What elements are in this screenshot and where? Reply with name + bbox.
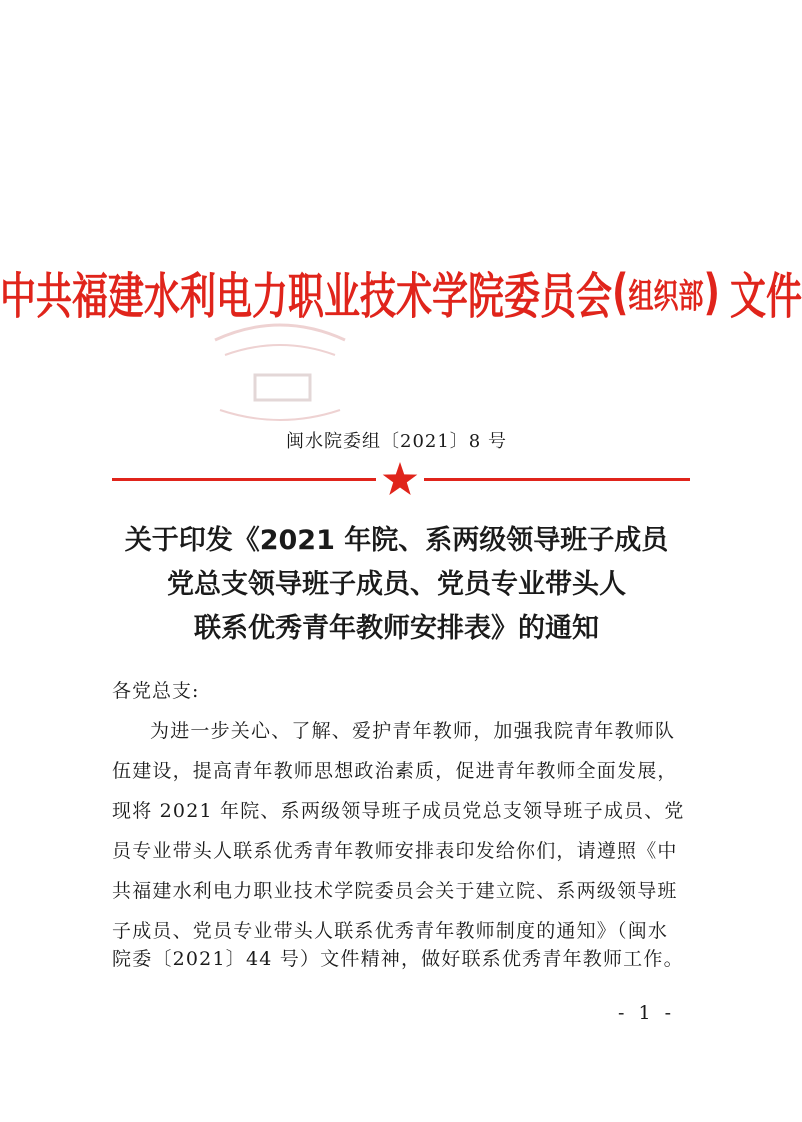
page-number: - 1 - [618, 1002, 676, 1024]
document-number: 闽水院委组〔2021〕8 号 [286, 431, 507, 452]
red-divider-right [424, 478, 690, 481]
body-line-5: 共福建水利电力职业技术学院委员会关于建立院、系两级领导班 [112, 880, 678, 902]
body-line-2: 伍建设，提高青年教师思想政治素质，促进青年教师全面发展， [112, 760, 678, 782]
body-line-4: 员专业带头人联系优秀青年教师安排表印发给你们，请遵照《中 [112, 840, 678, 862]
red-star-icon [382, 462, 418, 496]
header-doc-type: 文件 [729, 269, 802, 326]
body-line-6: 子成员、党员专业带头人联系优秀青年教师制度的通知》（闽水 [112, 920, 669, 942]
faint-seal-icon [205, 320, 355, 420]
title-line-2: 党总支领导班子成员、党员专业带头人 [167, 569, 626, 600]
title-line-1: 关于印发《2021 年院、系两级领导班子成员 [124, 525, 669, 556]
header-org: 中共福建水利电力职业技术学院委员会 [0, 269, 613, 326]
header-dept: 组织部 [628, 275, 704, 316]
body-line-1: 为进一步关心、了解、爱护青年教师，加强我院青年教师队 [150, 720, 676, 742]
salutation: 各党总支: [112, 680, 200, 702]
body-line-7: 院委〔2021〕44 号）文件精神，做好联系优秀青年教师工作。 [112, 948, 684, 970]
red-divider-left [112, 478, 376, 481]
red-header [0, 265, 802, 338]
header-paren-open: ( [612, 265, 629, 322]
header-paren-close: ) [703, 265, 720, 322]
title-line-3: 联系优秀青年教师安排表》的通知 [194, 613, 599, 644]
body-line-3: 现将 2021 年院、系两级领导班子成员党总支领导班子成员、党 [112, 800, 685, 822]
